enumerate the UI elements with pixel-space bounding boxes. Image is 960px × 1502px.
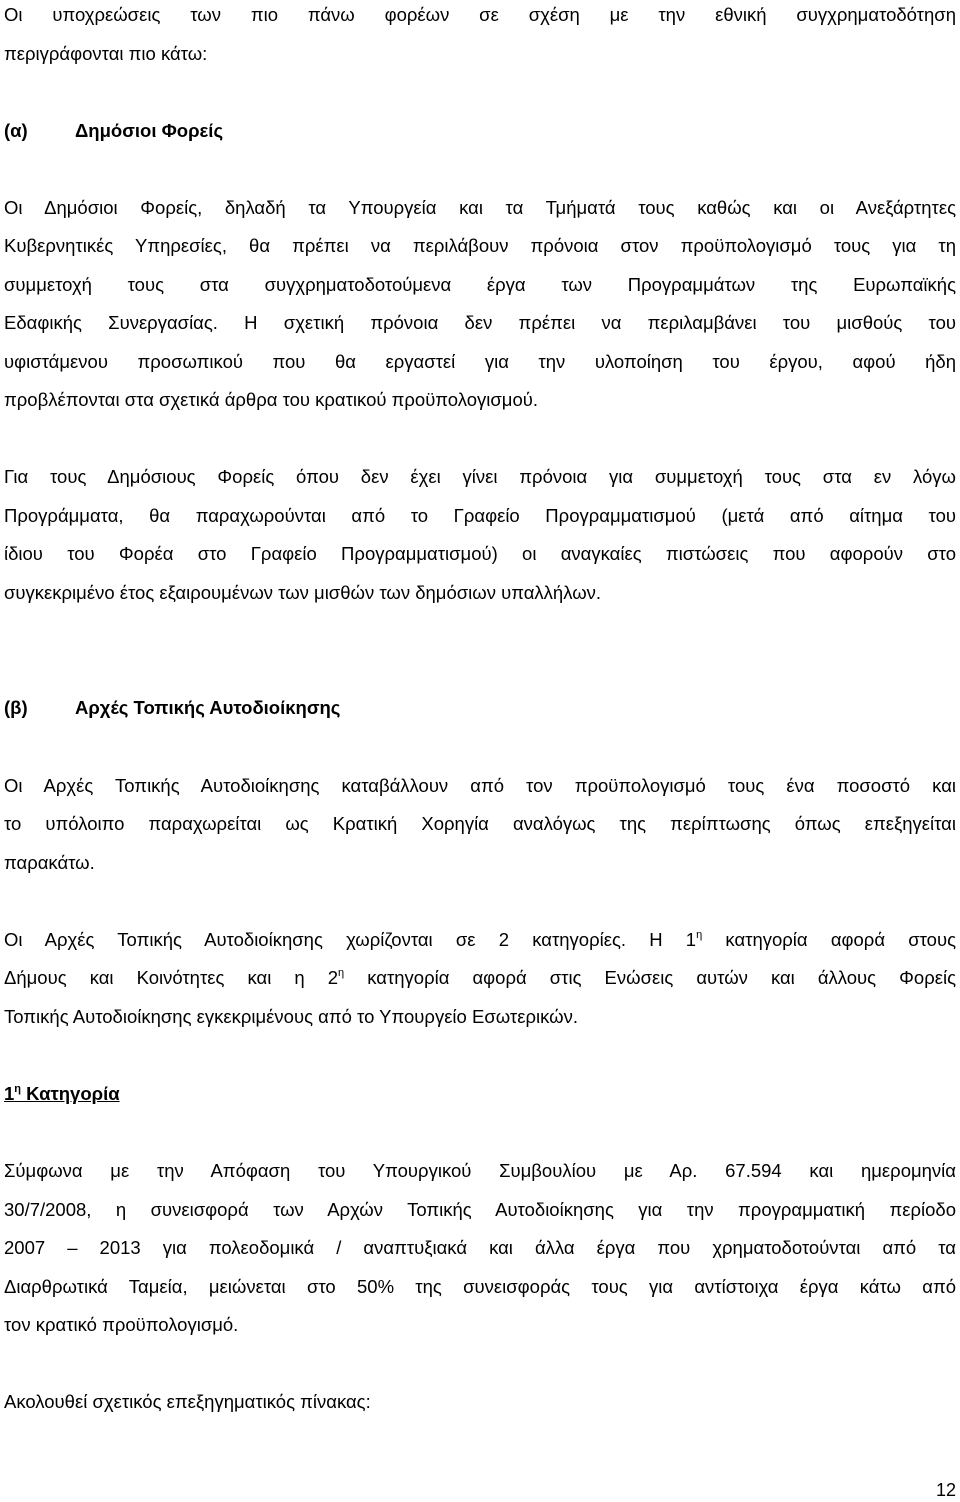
superscript: η xyxy=(338,967,345,979)
section-a-p2-line: συγκεκριμένο έτος εξαιρουμένων των μισθών των δημόσιων υπαλλήλων. xyxy=(4,582,602,603)
section-a-title: Δημόσιοι Φορείς xyxy=(75,120,224,141)
section-b-title: Αρχές Τοπικής Αυτοδιοίκησης xyxy=(75,697,341,718)
section-a-p2-line: Για τους Δημόσιους Φορείς όπου δεν έχει γίνει πρόνοια για συμμετοχή τους στα εν λόγω xyxy=(4,466,956,487)
category-number: 1 xyxy=(4,1083,15,1104)
section-a-p2-line: Προγράμματα, θα παραχωρούνται από το Γραφείο Προγραμματισμού (μετά από αίτημα του xyxy=(4,505,956,526)
section-a-p1-line: υφιστάμενου προσωπικού που θα εργαστεί για την υλοποίηση του έργου, αφού ήδη xyxy=(4,351,956,372)
superscript: η xyxy=(14,1083,22,1095)
section-b-p1-line: παρακάτω. xyxy=(4,852,95,873)
section-a-marker: (α) xyxy=(4,120,28,141)
section-b-p1-line: Οι Αρχές Τοπικής Αυτοδιοίκησης καταβάλλουν από τον προϋπολογισμό τους ένα ποσοστό και xyxy=(4,775,956,796)
category-title: Κατηγορία xyxy=(21,1083,120,1104)
category-1-p1-line: τον κρατικό προϋπολογισμό. xyxy=(4,1314,239,1335)
category-1-p1-line: Σύμφωνα με την Απόφαση του Υπουργικού Συμβουλίου με Αρ. 67.594 και ημερομηνία xyxy=(4,1160,956,1181)
section-b-marker: (β) xyxy=(4,697,28,718)
category-1-p2: Ακολουθεί σχετικός επεξηγηματικός πίνακας: xyxy=(4,1391,371,1412)
text-segment: Δήμους και Κοινότητες και η 2 xyxy=(4,967,339,988)
text-segment: Οι Αρχές Τοπικής Αυτοδιοίκησης χωρίζονται σε 2 κατηγορίες. Η 1 xyxy=(4,929,697,950)
category-1-p1-line: 30/7/2008, η συνεισφορά των Αρχών Τοπικής Αυτοδιοίκησης για την προγραμματική περίοδο xyxy=(4,1199,956,1220)
category-1-p1-line: Διαρθρωτικά Ταμεία, μειώνεται στο 50% της συνεισφοράς τους για αντίστοιχα έργα κάτω από xyxy=(4,1276,956,1297)
text-segment: κατηγορία αφορά στις Ενώσεις αυτών και άλλους Φορείς xyxy=(344,967,957,988)
section-a-p1-line: προβλέπονται στα σχετικά άρθρα του κρατικού προϋπολογισμού. xyxy=(4,389,538,410)
intro-line-1: Οι υποχρεώσεις των πιο πάνω φορέων σε σχέση με την εθνική συγχρηματοδότηση xyxy=(4,4,956,25)
category-1-heading xyxy=(4,1081,956,1107)
section-b-p2-line xyxy=(4,965,956,991)
section-a-p1-line: Κυβερνητικές Υπηρεσίες, θα πρέπει να περιλάβουν πρόνοια στον προϋπολογισμό τους για τη xyxy=(4,235,956,256)
category-1-p1-line: 2007 – 2013 για πολεοδομικά / αναπτυξιακά και άλλα έργα που χρηματοδοτούνται από τα xyxy=(4,1237,956,1258)
text-segment: κατηγορία αφορά στους xyxy=(702,929,957,950)
page-number: 12 xyxy=(935,1480,956,1500)
section-a-p2-line: ίδιου του Φορέα στο Γραφείο Προγραμματισμού) οι αναγκαίες πιστώσεις που αφορούν στο xyxy=(4,543,956,564)
superscript: η xyxy=(696,929,703,941)
intro-line-2: περιγράφονται πιο κάτω: xyxy=(4,43,208,64)
section-b-p1-line: το υπόλοιπο παραχωρείται ως Κρατική Χορηγία αναλόγως της περίπτωσης όπως επεξηγείται xyxy=(4,813,956,834)
section-a-p1-line: Οι Δημόσιοι Φορείς, δηλαδή τα Υπουργεία και τα Τμήματά τους καθώς και οι Ανεξάρτητες xyxy=(4,197,956,218)
section-b-p2-line xyxy=(4,927,956,953)
section-a-p1-line: Εδαφικής Συνεργασίας. Η σχετική πρόνοια δεν πρέπει να περιλαμβάνει του μισθούς του xyxy=(4,312,956,333)
section-a-p1-line: συμμετοχή τους στα συγχρηματοδοτούμενα έργα των Προγραμμάτων της Ευρωπαϊκής xyxy=(4,274,956,295)
section-b-p2-line: Τοπικής Αυτοδιοίκησης εγκεκριμένους από το Υπουργείο Εσωτερικών. xyxy=(4,1006,578,1027)
